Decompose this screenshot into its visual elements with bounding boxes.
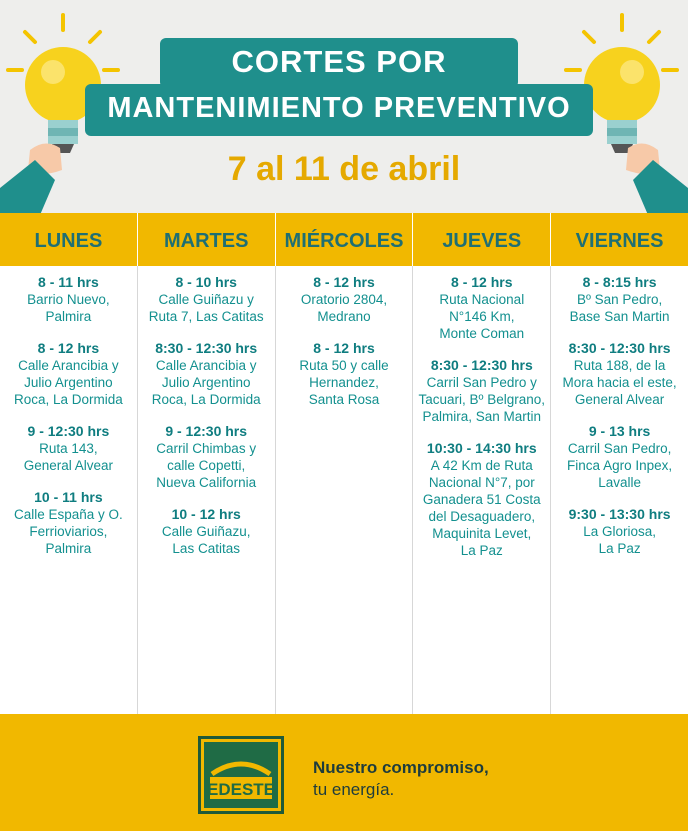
entry-location-line: Ferrioviarios,	[29, 524, 108, 539]
entry-location-line: Roca, La Dormida	[151, 392, 261, 407]
entry-location-line: Santa Rosa	[308, 392, 380, 407]
schedule-entry	[276, 274, 413, 325]
entry-time: 8 - 12 hrs	[37, 340, 100, 356]
entry-time: 8:30 - 12:30 hrs	[430, 357, 533, 373]
entry-location-line: Carril San Pedro y	[426, 375, 537, 390]
entry-time: 9:30 - 13:30 hrs	[568, 506, 671, 522]
entry-location-line: Monte Coman	[439, 326, 525, 341]
schedule-entry	[0, 274, 137, 325]
entry-location-line: Ruta 50 y calle	[299, 358, 389, 373]
entry-location-line: Bº San Pedro,	[576, 292, 663, 307]
entry-location-line: Ruta 143,	[39, 441, 98, 456]
entry-time: 10:30 - 14:30 hrs	[426, 440, 537, 456]
entry-location-line: La Paz	[460, 543, 503, 558]
schedule-entry	[138, 423, 275, 491]
tagline-line-1: Nuestro compromiso,	[313, 758, 489, 777]
schedule-entry	[138, 274, 275, 325]
entry-time: 8:30 - 12:30 hrs	[568, 340, 671, 356]
schedule-entry	[0, 423, 137, 474]
entry-location-line: A 42 Km de Ruta	[430, 458, 533, 473]
entry-time: 8 - 12 hrs	[313, 274, 375, 290]
day-header-jueves: JUEVES	[413, 213, 551, 266]
entry-time: 10 - 11 hrs	[34, 489, 103, 505]
entry-time: 8 - 10 hrs	[175, 274, 237, 290]
schedule-entry	[551, 340, 688, 408]
schedule-entry	[138, 340, 275, 408]
entry-time: 8 - 12 hrs	[451, 274, 513, 290]
day-header-martes: MARTES	[138, 213, 276, 266]
edeste-logo	[198, 736, 284, 814]
entry-time: 9 - 12:30 hrs	[165, 423, 248, 439]
entry-location-line: La Gloriosa,	[583, 524, 656, 539]
column-martes	[138, 266, 276, 714]
entry-location-line: Hernandez,	[309, 375, 379, 390]
schedule-entry	[276, 340, 413, 408]
entry-location-line: Mora hacia el este,	[562, 375, 677, 390]
entry-location-line: Nueva California	[156, 475, 257, 490]
entry-location-line: Medrano	[317, 309, 371, 324]
tagline-line-2: tu energía.	[313, 780, 395, 799]
schedule-entry	[413, 274, 550, 342]
entry-location-line: Julio Argentino	[161, 375, 251, 390]
schedule-entry	[413, 357, 550, 425]
entry-location-line: Ganadera 51 Costa	[422, 492, 541, 507]
schedule-entry	[551, 274, 688, 325]
entry-location-line: Tacuari, Bº Belgrano,	[418, 392, 546, 407]
entry-location-line: Carril San Pedro,	[567, 441, 672, 456]
entry-location-line: Lavalle	[598, 475, 641, 490]
entry-location-line: Las Catitas	[172, 541, 240, 556]
entry-location-line: Roca, La Dormida	[13, 392, 123, 407]
entry-location-line: Ruta 188, de la	[573, 358, 666, 373]
entry-location-line: N°146 Km,	[449, 309, 515, 324]
entry-time: 8:30 - 12:30 hrs	[155, 340, 258, 356]
day-header-viernes: VIERNES	[575, 230, 664, 252]
entry-time: 8 - 8:15 hrs	[582, 274, 657, 290]
tagline	[313, 757, 489, 801]
entry-location-line: Ruta 7, Las Catitas	[148, 309, 264, 324]
entry-time: 8 - 12 hrs	[313, 340, 375, 356]
column-lunes	[0, 266, 138, 714]
schedule-entry	[0, 489, 137, 557]
title-line-1: CORTES POR	[231, 44, 447, 79]
entry-location-line: Palmira	[45, 541, 92, 556]
schedule-entry	[551, 506, 688, 557]
logo-text: EDESTE	[206, 780, 276, 799]
entry-time: 9 - 12:30 hrs	[27, 423, 110, 439]
entry-location-line: La Paz	[598, 541, 641, 556]
entry-location-line: Calle Arancibia y	[18, 358, 119, 373]
entry-location-line: Julio Argentino	[24, 375, 113, 390]
days-header	[0, 213, 688, 266]
entry-location-line: Maquinita Levet,	[432, 526, 532, 541]
entry-time: 10 - 12 hrs	[171, 506, 241, 522]
header	[0, 0, 688, 213]
entry-time: 8 - 11 hrs	[38, 274, 99, 290]
entry-location-line: Calle Arancibia y	[155, 358, 257, 373]
entry-location-line: Palmira, San Martin	[422, 409, 542, 424]
schedule-entry	[413, 440, 550, 559]
day-header-miercoles: MIÉRCOLES	[276, 213, 414, 266]
entry-location-line: Calle Guiñazu,	[161, 524, 251, 539]
entry-location-line: Calle España y O.	[13, 507, 123, 522]
day-header-lunes: LUNES	[0, 213, 138, 266]
entry-location-line: calle Copetti,	[167, 458, 246, 473]
entry-location-line: Barrio Nuevo,	[27, 292, 110, 307]
column-jueves	[413, 266, 551, 714]
schedule-entry	[138, 506, 275, 557]
column-miercoles	[276, 266, 414, 714]
entry-location-line: General Alvear	[574, 392, 665, 407]
column-viernes	[551, 266, 688, 714]
schedule-table	[0, 266, 688, 714]
entry-location-line: Carril Chimbas y	[156, 441, 257, 456]
entry-location-line: Oratorio 2804,	[300, 292, 388, 307]
entry-location-line: Palmira	[45, 309, 92, 324]
footer	[0, 714, 688, 831]
entry-location-line: General Alvear	[23, 458, 114, 473]
title-line-2: MANTENIMIENTO PREVENTIVO	[107, 92, 571, 124]
entry-location-line: Nacional N°7, por	[428, 475, 535, 490]
entry-location-line: Base San Martin	[569, 309, 670, 324]
entry-time: 9 - 13 hrs	[588, 423, 651, 439]
schedule-entry	[0, 340, 137, 408]
title-banner	[85, 38, 593, 136]
schedule-entry	[551, 423, 688, 491]
date-range: 7 al 11 de abril	[227, 150, 461, 188]
entry-location-line: del Desaguadero,	[428, 509, 536, 524]
entry-location-line: Calle Guiñazu y	[158, 292, 254, 307]
entry-location-line: Ruta Nacional	[439, 292, 525, 307]
entry-location-line: Finca Agro Inpex,	[567, 458, 673, 473]
